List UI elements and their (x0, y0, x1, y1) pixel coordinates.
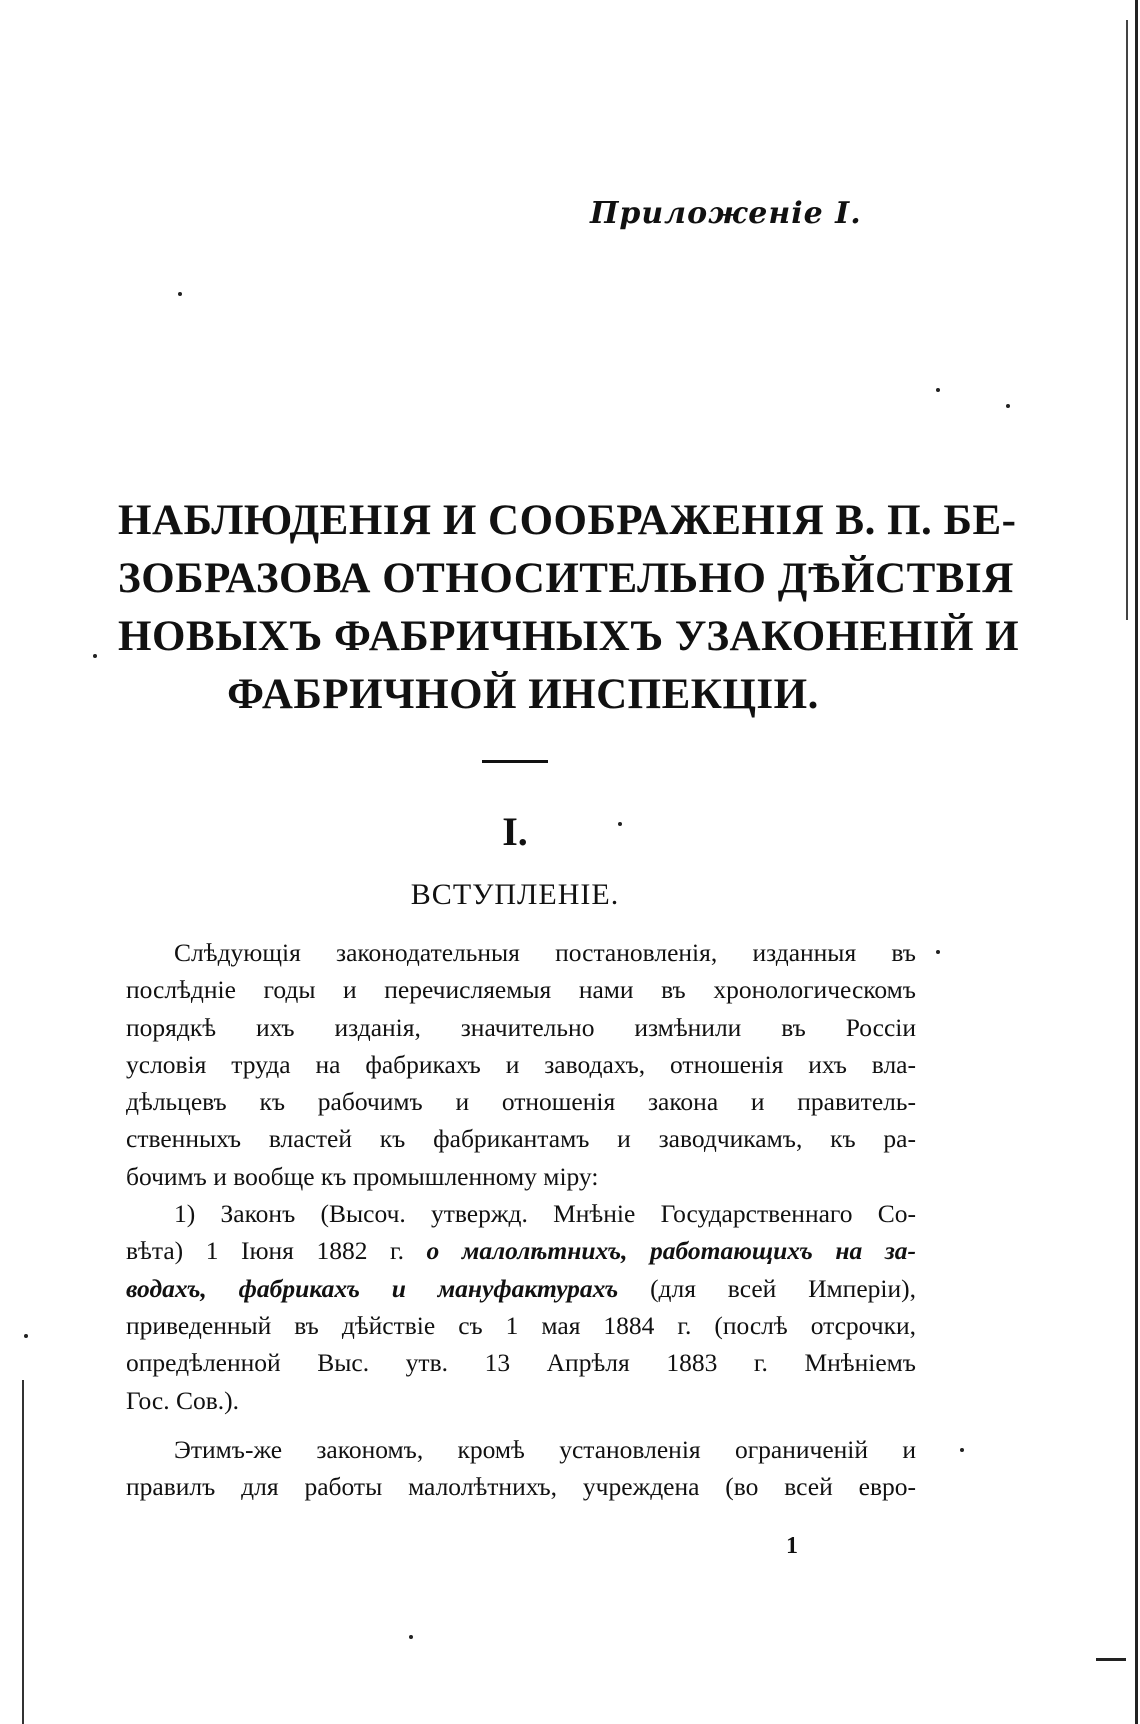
page-number: 1 (786, 1533, 798, 1559)
text-italic: о малолѣтнихъ, работающихъ на за- (426, 1236, 917, 1266)
print-speck (936, 388, 940, 392)
print-mark (1096, 1658, 1126, 1661)
text-line (126, 1270, 916, 1307)
text-line (126, 1232, 916, 1269)
text-line: Гос. Сов.). (126, 1385, 239, 1415)
appendix-label: Приложеніе I. (590, 196, 862, 231)
text-line: дѣльцевъ къ рабочимъ и отношенія закона и правитель- (126, 1087, 916, 1117)
print-speck (409, 1635, 413, 1639)
paragraph-3 (126, 1431, 916, 1506)
body-text (126, 934, 916, 1505)
print-speck (24, 1334, 28, 1338)
text-line: Слѣдующія законодательныя постановленія, изданныя въ (174, 938, 916, 967)
text-line: опредѣленной Выс. утв. 13 Апрѣля 1883 г. Мнѣніемъ (126, 1348, 916, 1378)
title-line: НАБЛЮДЕНІЯ И СООБРАЖЕНІЯ В. П. БЕ- (118, 497, 1017, 544)
text-plain: (для всей Имперіи), (650, 1273, 916, 1303)
section-number: I. (502, 809, 528, 854)
text-line: 1) Законъ (Высоч. утвержд. Мнѣніе Государственнаго Со- (174, 1199, 916, 1229)
title-line: НОВЫХЪ ФАБРИЧНЫХЪ УЗАКОНЕНІЙ И (118, 613, 1020, 660)
section-title: ВСТУПЛЕНІЕ. (410, 878, 620, 911)
text-line: правилъ для работы малолѣтнихъ, учреждена (во всей евро- (126, 1472, 916, 1502)
text-italic: водахъ, фабрикахъ и мануфактурахъ (126, 1273, 619, 1303)
text-line: условія труда на фабрикахъ и заводахъ, отношенія ихъ вла- (126, 1049, 916, 1079)
paragraph-1 (126, 934, 916, 1195)
document-title (118, 492, 1020, 724)
text-line: бочимъ и вообще къ промышленному міру: (126, 1161, 599, 1191)
print-speck (960, 1448, 964, 1452)
print-speck (1006, 404, 1010, 408)
paragraph-gap (126, 1419, 916, 1431)
page-edge-shadow (1135, 0, 1138, 1724)
page-edge-left (22, 1380, 24, 1724)
title-line: ЗОБРАЗОВА ОТНОСИТЕЛЬНО ДѢЙСТВІЯ (118, 555, 1014, 602)
print-speck (178, 292, 182, 296)
page-edge-shadow-inner (1126, 20, 1128, 620)
text-line: Этимъ-же закономъ, кромѣ установленія ограниченій и (174, 1434, 916, 1464)
paragraph-2 (126, 1195, 916, 1419)
title-line: ФАБРИЧНОЙ ИНСПЕКЦІИ. (227, 671, 819, 718)
text-line: ственныхъ властей къ фабрикантамъ и заводчикамъ, къ ра- (126, 1124, 916, 1154)
text-line: приведенный въ дѣйствіе съ 1 мая 1884 г. (послѣ отсрочки, (126, 1310, 916, 1340)
text-line: порядкѣ ихъ изданія, значительно измѣнили въ Россіи (126, 1012, 916, 1042)
print-speck (936, 950, 940, 954)
print-speck (93, 654, 97, 658)
text-line: послѣдніе годы и перечисляемыя нами въ хронологическомъ (126, 975, 916, 1005)
title-divider (482, 760, 548, 763)
text-plain: вѣта) 1 Іюня 1882 г. (126, 1236, 404, 1266)
